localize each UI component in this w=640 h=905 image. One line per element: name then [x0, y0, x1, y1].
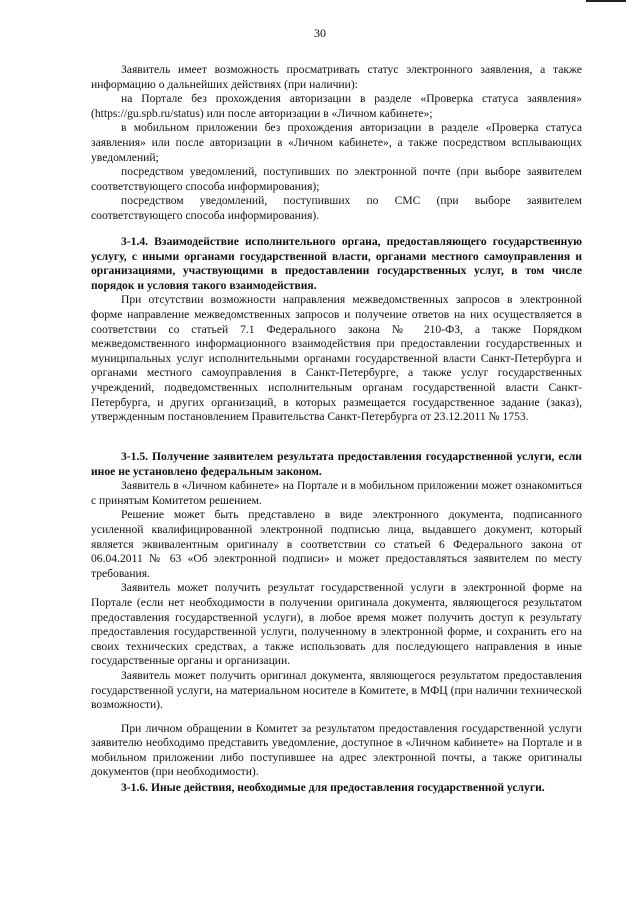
section-3-1-6 — [91, 781, 582, 796]
paragraph: Решение может быть представлено в виде электронного документа, подписанного усиленной квалифицированной электронной подписью лица, выдавшего документ, который является эквивалентным оригиналу в соответствии со статьей 6 Федерального закона от 06.04.2011 № 63 «Об электронной подписи» и может предоставляться заявителем по месту требования. — [91, 508, 582, 580]
section-heading: 3-1.5. Получение заявителем результата предоставления государственной услуги, если иное не установлено федеральным законом. — [91, 450, 582, 478]
paragraph: Заявитель может получить оригинал документа, являющегося результатом предоставления государственной услуги, на материальном носителе в Комитете, в МФЦ (при наличии технической возможности). — [91, 668, 582, 712]
paragraph: При отсутствии возможности направления межведомственных запросов в электронной форме направление межведомственных запросов и получение ответов на них осуществляется в соответствии со статьей 7.1 Федерального закона № 210-ФЗ, а также Порядком межведомственного информационного взаимодействия при предоставлении государственных и муниципальных услуг исполнительными органами государственной власти Санкт-Петербурга и органами местного самоуправления в Санкт-Петербурге, а также услуг государственных учреждений, подведомственных исполнительным органам государственной власти Санкт-Петербурга, и других организаций, в которых размещается государственное задание (заказ), утвержденным постановлением Правительства Санкт-Петербурга от 23.12.2011 № 1753. — [91, 293, 582, 424]
paragraph: в мобильном приложении без прохождения авторизации в разделе «Проверка статуса заявления» или после авторизации в «Личном кабинете», а также посредством всплывающих уведомлений; — [91, 121, 582, 164]
page-number: 30 — [314, 26, 326, 40]
paragraph: Заявитель в «Личном кабинете» на Портале и в мобильном приложении может ознакомиться с принятым Комитетом решением. — [91, 479, 582, 507]
section-heading: 3-1.6. Иные действия, необходимые для предоставления государственной услуги. — [121, 781, 545, 794]
scan-mark — [586, 0, 626, 2]
section-heading: 3-1.4. Взаимодействие исполнительного органа, предоставляющего государственную услугу, с иными органами государственной власти, органами местного самоуправления и организациями, участвующими в предоставлении государственных услуг, в том числе порядок и условия такого взаимодействия. — [91, 235, 582, 292]
paragraph: посредством уведомлений, поступивших по электронной почте (при выборе заявителем соответствующего способа информирования); — [91, 165, 582, 193]
paragraph: Заявитель имеет возможность просматривать статус электронного заявления, а также информацию о дальнейших действиях (при наличии): — [91, 63, 582, 91]
paragraph: При личном обращении в Комитет за результатом предоставления государственной услуги заявителю необходимо представить уведомление, доступное в «Личном кабинете» на Портале и в мобильном приложении либо поступившее на адрес электронной почты, а также оригиналы документов (при необходимости). — [91, 721, 582, 779]
status-info-block — [91, 63, 582, 224]
paragraph: Заявитель может получить результат государственной услуги в электронной форме на Портале (если нет необходимости в получении оригинала документа, являющегося результатом предоставления государственной услуги), в любое время может получить доступ к результату предоставления государственной услуги, полученному в электронной форме, и сохранить его на своих технических средствах, а также использовать для последующего направления в иные государственные органы и организации. — [91, 581, 582, 668]
paragraph: посредством уведомлений, поступивших по СМС (при выборе заявителем соответствующего способа информирования). — [91, 194, 582, 222]
paragraph: на Портале без прохождения авторизации в разделе «Проверка статуса заявления» (https://gu.spb.ru/status) или после авторизации в «Личном кабинете»; — [91, 92, 582, 120]
section-3-1-4 — [91, 235, 582, 425]
section-3-1-5 — [91, 450, 582, 780]
